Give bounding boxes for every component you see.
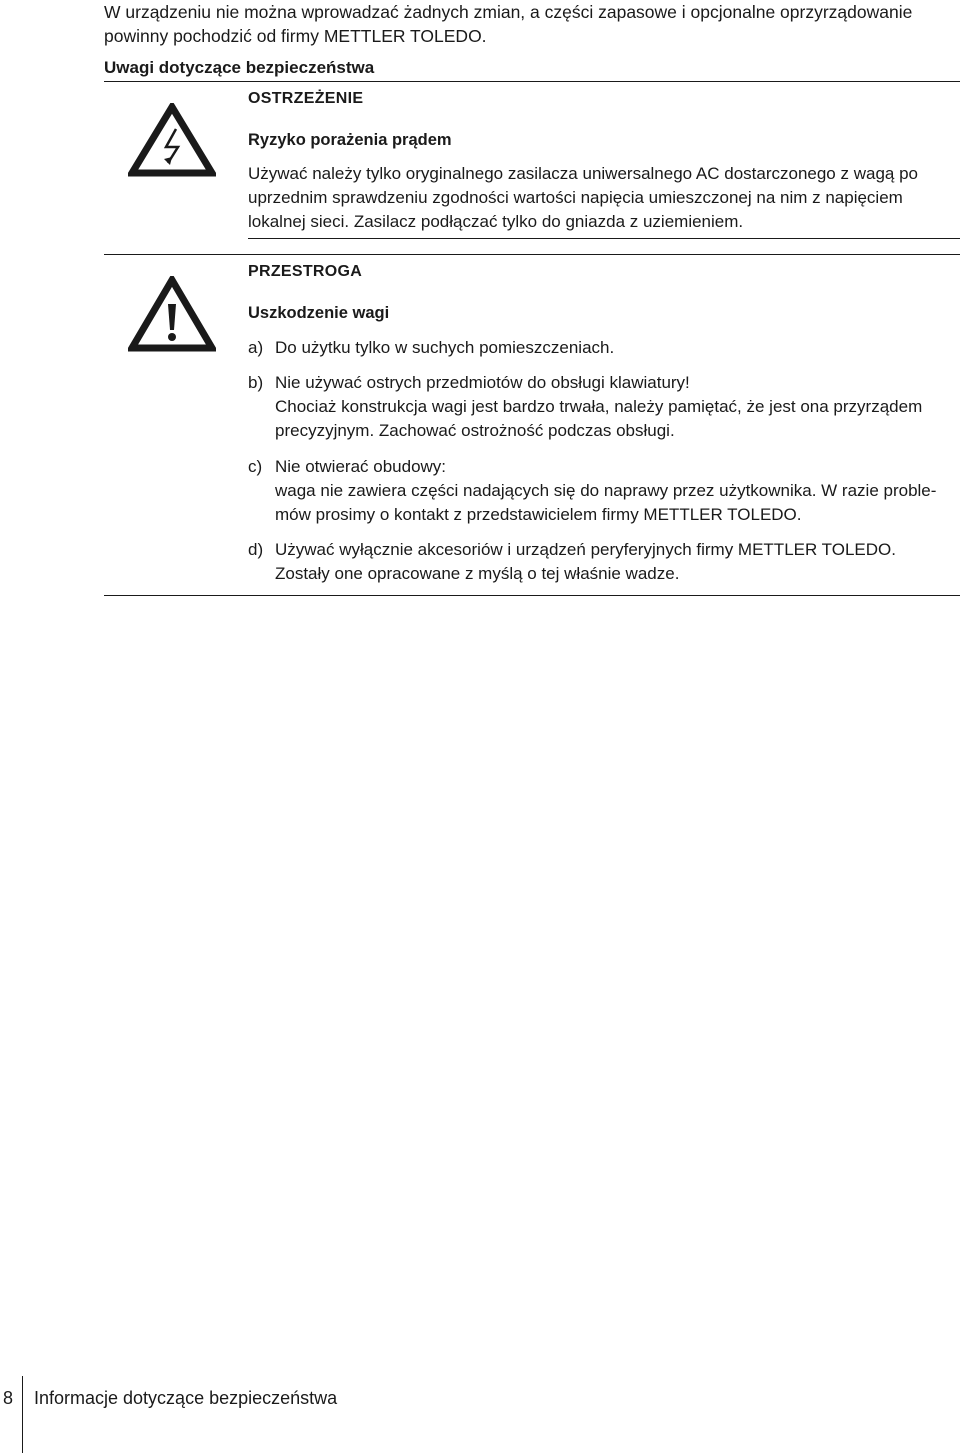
item-line: Używać wyłącznie akcesoriów i urządzeń peryferyjnych firmy METTLER TOLEDO. xyxy=(275,540,896,559)
warning-line: uprzednim sprawdzeniu zgodności wartości napięcia umieszczonej na nim z napięciem xyxy=(248,188,903,207)
caution-item-a xyxy=(248,336,948,360)
section-divider xyxy=(104,81,960,82)
item-label: c) xyxy=(248,457,263,476)
caution-item-d xyxy=(248,538,948,586)
caution-item-c xyxy=(248,455,948,527)
warning-text xyxy=(248,162,948,234)
caution-title: Uszkodzenie wagi xyxy=(248,304,390,322)
item-line: Zostały one opracowane z myślą o tej właśnie wadze. xyxy=(275,564,680,583)
item-line: Nie otwierać obudowy: xyxy=(275,457,447,476)
item-line: Nie używać ostrych przedmiotów do obsługi klawiatury! xyxy=(275,373,690,392)
caution-divider-top xyxy=(104,254,960,255)
item-line: Do użytku tylko w suchych pomieszczeniach. xyxy=(275,338,615,357)
item-line: mów prosimy o kontakt z przedstawicielem firmy METTLER TOLEDO. xyxy=(275,505,802,524)
caution-item-b xyxy=(248,371,948,443)
warning-label: OSTRZEŻENIE xyxy=(248,90,364,107)
electric-shock-warning-icon xyxy=(128,103,216,177)
footer-vertical-rule xyxy=(22,1376,23,1453)
item-line: precyzyjnym. Zachować ostrożność podczas obsługi. xyxy=(275,421,675,440)
item-line: Chociaż konstrukcja wagi jest bardzo trwała, należy pamiętać, że jest ona przyrządem xyxy=(275,397,923,416)
item-label: a) xyxy=(248,338,264,357)
item-line: waga nie zawiera części nadających się do naprawy przez użytkownika. W razie proble- xyxy=(275,481,937,500)
intro-line-2: powinny pochodzić od firmy METTLER TOLEDO. xyxy=(104,26,487,46)
warning-line: Używać należy tylko oryginalnego zasilacza uniwersalnego AC dostarczonego z wagą po xyxy=(248,164,918,183)
warning-line: lokalnej sieci. Zasilacz podłączać tylko do gniazda z uziemieniem. xyxy=(248,212,744,231)
warning-divider-bottom xyxy=(248,238,960,239)
item-label: d) xyxy=(248,540,264,559)
exclamation-warning-icon xyxy=(128,276,216,354)
item-label: b) xyxy=(248,373,264,392)
page-number: 8 xyxy=(2,1388,13,1408)
footer-title: Informacje dotyczące bezpieczeństwa xyxy=(34,1388,338,1408)
caution-divider-bottom xyxy=(104,595,960,596)
section-title: Uwagi dotyczące bezpieczeństwa xyxy=(104,58,375,77)
caution-label: PRZESTROGA xyxy=(248,263,363,280)
warning-title: Ryzyko porażenia prądem xyxy=(248,131,452,149)
intro-text xyxy=(104,0,944,48)
intro-line-1: W urządzeniu nie można wprowadzać żadnych zmian, a części zapasowe i opcjonalne oprzyrządowanie xyxy=(104,2,913,22)
